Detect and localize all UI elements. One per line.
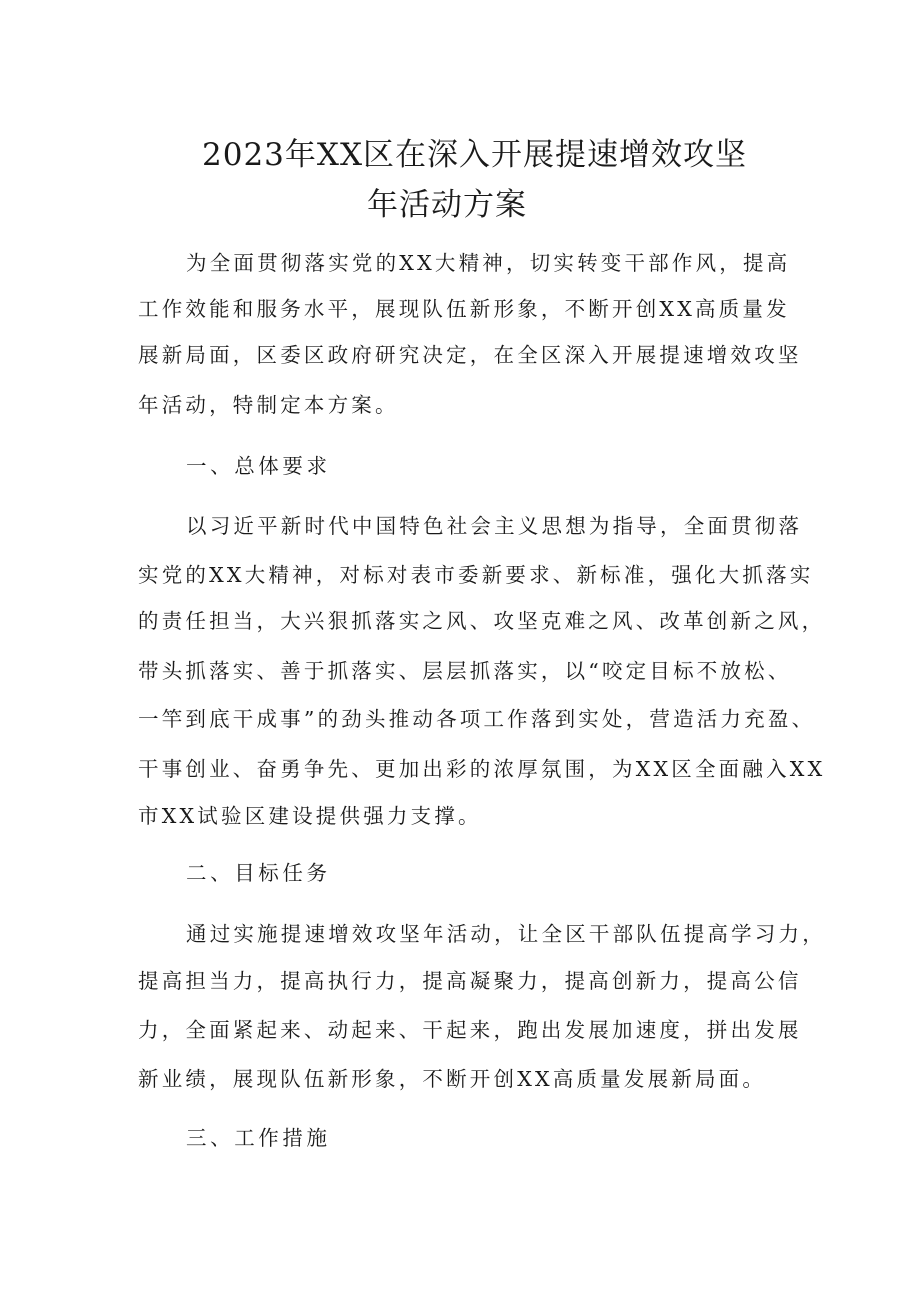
section2-line-2: 提高担当力，提高执行力，提高凝聚力，提高创新力，提高公信 [138, 969, 802, 993]
section1-line-3: 的责任担当，大兴狠抓落实之风、攻坚克难之风、改革创新之风， [138, 609, 826, 633]
intro-line-4: 年活动，特制定本方案。 [138, 393, 399, 417]
section1-line-6: 干事创业、奋勇争先、更加出彩的浓厚氛围，为XX区全面融入XX [138, 757, 826, 781]
intro-line-2: 工作效能和服务水平，展现队伍新形象，不断开创XX高质量发 [138, 297, 790, 321]
section-heading-work-measures: 三、工作措施 [186, 1126, 331, 1150]
section2-line-1: 通过实施提速增效攻坚年活动，让全区干部队伍提高学习力， [186, 922, 826, 946]
section1-line-5: 一竿到底干成事”的劲头推动各项工作落到实处，营造活力充盈、 [138, 707, 816, 731]
document-title-line-2: 年活动方案 [367, 187, 527, 223]
intro-line-3: 展新局面，区委区政府研究决定，在全区深入开展提速增效攻坚 [138, 343, 802, 367]
section1-line-1: 以习近平新时代中国特色社会主义思想为指导，全面贯彻落 [186, 514, 803, 538]
section2-line-3: 力，全面紧起来、动起来、干起来，跑出发展加速度，拼出发展 [138, 1018, 802, 1042]
intro-line-1: 为全面贯彻落实党的XX大精神，切实转变干部作风，提高 [186, 251, 791, 275]
document-title-line-1: 2023年XX区在深入开展提速增效攻坚 [202, 137, 748, 173]
section1-line-7: 市XX试验区建设提供强力支撑。 [138, 804, 482, 828]
section2-line-4: 新业绩，展现队伍新形象，不断开创XX高质量发展新局面。 [138, 1067, 767, 1091]
section1-line-2: 实党的XX大精神，对标对表市委新要求、新标准，强化大抓落实 [138, 563, 814, 587]
section1-line-4: 带头抓落实、善于抓落实、层层抓落实，以“咬定目标不放松、 [138, 659, 792, 683]
section-heading-general-requirements: 一、总体要求 [186, 454, 331, 478]
section-heading-objectives: 二、目标任务 [186, 861, 331, 885]
